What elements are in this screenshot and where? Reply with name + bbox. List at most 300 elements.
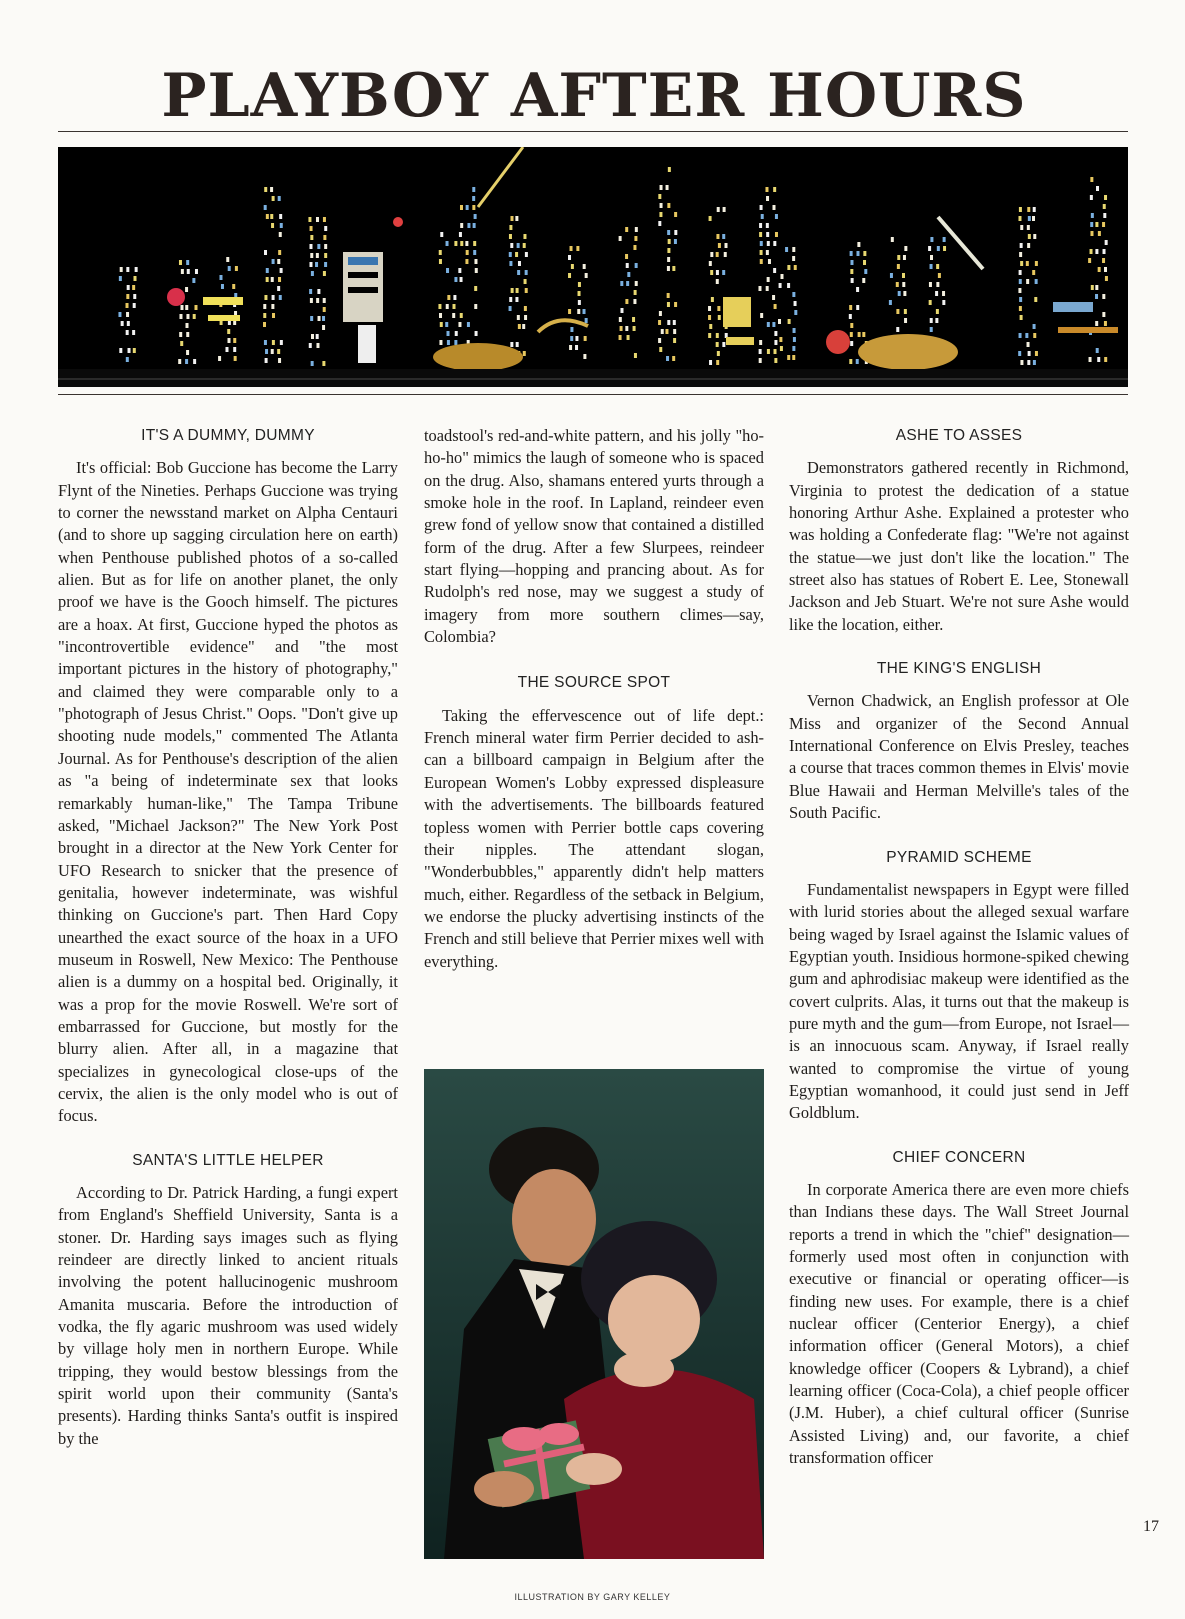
window-light xyxy=(228,266,231,271)
window-light xyxy=(278,277,281,282)
window-light xyxy=(226,257,229,262)
window-light xyxy=(473,241,476,246)
window-light xyxy=(1025,333,1028,338)
window-light xyxy=(780,274,783,279)
window-light xyxy=(510,216,513,221)
window-light xyxy=(667,248,670,253)
window-light xyxy=(718,243,721,248)
window-light xyxy=(523,351,526,356)
window-light xyxy=(667,293,670,298)
window-light xyxy=(447,340,450,345)
window-light xyxy=(318,316,321,321)
article-paragraph: In corporate America there are even more chiefs than Indians these days. The Wall Street Journal reports a trend in which the "chief" designation—formerly used most often in conjunction with executive or financial or operating officer—is finding new uses. For example, there is a chief nuclear officer (Centerior Energy), a chief information officer (General Motors), a chief knowledge officer (Coopers & Lybrand), a chief learning officer (Coca-Cola), a chief people officer (J.M. Huber), a chief cultural officer (Sunrise Assisted Living) and, our favorite, a chief transformation officer xyxy=(789,1179,1129,1468)
window-light xyxy=(1020,360,1023,365)
window-light xyxy=(896,282,899,287)
window-light xyxy=(186,314,189,319)
window-light xyxy=(787,355,790,360)
window-light xyxy=(447,295,450,300)
window-light xyxy=(862,332,865,337)
window-light xyxy=(1095,249,1098,254)
window-light xyxy=(585,273,588,278)
window-light xyxy=(570,336,573,341)
window-light xyxy=(708,306,711,311)
window-light xyxy=(193,314,196,319)
window-light xyxy=(779,337,782,342)
window-light xyxy=(711,297,714,302)
window-light xyxy=(452,313,455,318)
window-light xyxy=(794,301,797,306)
window-light xyxy=(266,268,269,273)
window-light xyxy=(856,305,859,310)
window-light xyxy=(576,246,579,251)
window-light xyxy=(774,349,777,354)
window-light xyxy=(509,261,512,266)
window-light xyxy=(446,304,449,309)
window-light xyxy=(515,216,518,221)
window-light xyxy=(1098,267,1101,272)
window-light xyxy=(635,281,638,286)
window-light xyxy=(863,260,866,265)
window-light xyxy=(1019,252,1022,257)
window-light xyxy=(1019,270,1022,275)
window-light xyxy=(635,227,638,232)
window-light xyxy=(279,232,282,237)
window-light xyxy=(634,290,637,295)
window-light xyxy=(766,250,769,255)
window-light xyxy=(862,278,865,283)
window-light xyxy=(453,295,456,300)
window-light xyxy=(568,255,571,260)
window-light xyxy=(310,253,313,258)
window-light xyxy=(308,217,311,222)
window-light xyxy=(673,329,676,334)
window-light xyxy=(767,241,770,246)
window-light xyxy=(722,234,725,239)
window-light xyxy=(1018,288,1021,293)
window-light xyxy=(453,304,456,309)
window-light xyxy=(792,256,795,261)
window-light xyxy=(1026,279,1029,284)
window-light xyxy=(1019,207,1022,212)
window-light xyxy=(850,251,853,256)
window-light xyxy=(460,241,463,246)
window-light xyxy=(232,284,235,289)
window-light xyxy=(619,317,622,322)
column-1 xyxy=(58,425,398,1450)
window-light xyxy=(277,286,280,291)
column-3 xyxy=(789,425,1129,1469)
window-light xyxy=(570,327,573,332)
window-light xyxy=(1033,324,1036,329)
window-light xyxy=(902,282,905,287)
window-light xyxy=(667,257,670,262)
window-light xyxy=(716,342,719,347)
window-light xyxy=(658,338,661,343)
window-light xyxy=(460,205,463,210)
window-light xyxy=(517,243,520,248)
window-light xyxy=(458,322,461,327)
window-light xyxy=(788,319,791,324)
window-light xyxy=(185,305,188,310)
window-light xyxy=(672,356,675,361)
window-light xyxy=(759,232,762,237)
window-light xyxy=(179,314,182,319)
window-light xyxy=(658,221,661,226)
window-light xyxy=(1097,357,1100,362)
window-light xyxy=(525,288,528,293)
section-heading: IT'S A DUMMY, DUMMY xyxy=(141,427,315,444)
window-light xyxy=(1095,285,1098,290)
window-light xyxy=(272,313,275,318)
window-light xyxy=(475,268,478,273)
window-light xyxy=(270,214,273,219)
window-light xyxy=(778,319,781,324)
window-light xyxy=(850,323,853,328)
window-light xyxy=(660,185,663,190)
window-light xyxy=(619,236,622,241)
window-light xyxy=(929,300,932,305)
window-light xyxy=(1032,270,1035,275)
window-light xyxy=(1019,306,1022,311)
banner-rule xyxy=(58,394,1128,395)
window-light xyxy=(1102,258,1105,263)
window-light xyxy=(310,226,313,231)
window-light xyxy=(891,237,894,242)
window-light xyxy=(278,196,281,201)
window-light xyxy=(1090,222,1093,227)
window-light xyxy=(317,289,320,294)
window-light xyxy=(193,359,196,364)
window-light xyxy=(1102,222,1105,227)
window-light xyxy=(627,272,630,277)
window-light xyxy=(792,346,795,351)
window-light xyxy=(186,260,189,265)
window-light xyxy=(126,357,129,362)
window-light xyxy=(272,259,275,264)
window-light xyxy=(1027,342,1030,347)
window-light xyxy=(767,349,770,354)
window-light xyxy=(280,340,283,345)
window-light xyxy=(1091,213,1094,218)
window-light xyxy=(185,323,188,328)
window-light xyxy=(583,264,586,269)
window-light xyxy=(1028,234,1031,239)
window-light xyxy=(633,326,636,331)
window-light xyxy=(774,340,777,345)
window-light xyxy=(620,326,623,331)
window-light xyxy=(625,254,628,259)
window-light xyxy=(716,252,719,257)
window-light xyxy=(928,246,931,251)
window-light xyxy=(1019,279,1022,284)
window-light xyxy=(185,287,188,292)
window-light xyxy=(659,347,662,352)
window-light xyxy=(180,341,183,346)
window-light xyxy=(625,299,628,304)
window-light xyxy=(126,312,129,317)
window-light xyxy=(626,263,629,268)
window-light xyxy=(765,187,768,192)
window-light xyxy=(455,331,458,336)
window-light xyxy=(466,250,469,255)
window-light xyxy=(272,295,275,300)
window-light xyxy=(709,360,712,365)
window-light xyxy=(272,196,275,201)
window-light xyxy=(942,291,945,296)
window-light xyxy=(323,271,326,276)
window-light xyxy=(667,266,670,271)
window-light xyxy=(515,252,518,257)
window-light xyxy=(135,267,138,272)
window-light xyxy=(585,318,588,323)
window-light xyxy=(133,303,136,308)
window-light xyxy=(667,302,670,307)
article-paragraph: Taking the effervescence out of life dept.: French mineral water firm Perrier decided to ash-can a billboard campaign in Belgium after the European Women's Lobby expressed displeasure with the advertisements. The billboards featured topless women with Perrier bottle caps covering their nipples. The attendant slogan, "Wonderbubbles," apparently didn't help matters much, either. Regardless of the setback in Belgium, we endorse the plucky advertising instincts of the French and still believe that Perrier mixes well with everything. xyxy=(424,705,764,971)
window-light xyxy=(938,273,941,278)
window-light xyxy=(178,359,181,364)
window-light xyxy=(775,232,778,237)
window-light xyxy=(127,285,130,290)
window-light xyxy=(1105,240,1108,245)
window-light xyxy=(316,343,319,348)
window-light xyxy=(849,305,852,310)
window-light xyxy=(787,283,790,288)
window-light xyxy=(181,269,184,274)
window-light xyxy=(1088,258,1091,263)
window-light xyxy=(568,273,571,278)
window-light xyxy=(716,279,719,284)
window-light xyxy=(474,286,477,291)
window-light xyxy=(233,347,236,352)
window-light xyxy=(1091,285,1094,290)
window-light xyxy=(772,322,775,327)
window-light xyxy=(1027,360,1030,365)
window-light xyxy=(897,255,900,260)
article-paragraph: It's official: Bob Guccione has become the Larry Flynt of the Nineties. Perhaps Guccione was trying to corner the newsstand market on Alpha Centauri (and to shore up sagging circulation here on earth) when Penthouse published photos of a so-called alien. But as for life on another planet, the only proof we have is the Gooch himself. The pictures are a hoax. At first, Guccione hyped the photos as "incontrovertible evidence" and "the most important pictures in the history of photography," and claimed they were comparable only to a "photograph of Jesus Christ." Oops. "Don't give up shooting nude models," commented The Atlanta Journal. As for Penthouse's description of the alien as "a being of indeterminate sex that looks remarkably human-like," The Tampa Tribune asked, "Michael Jackson?" The New York Post brought in a director at the New York Center for UFO Research to snicker that the presence of genitalia, however indeterminate, was wishful thinking on Guccione's part. Then Hard Copy unearthed the exact source of the hoax in a UFO museum in Roswell, New Mexico: The Penthouse alien is a dummy on a hospital bed. Originally, it was a prop for the movie Roswell. We're sort of embarrassed for Guccione, but mostly for the blurry alien. After all, in a magazine that specializes in gynecological close-ups of the cervix, the alien is the only model who is out of focus. xyxy=(58,458,398,1126)
window-light xyxy=(1104,321,1107,326)
window-light xyxy=(774,331,777,336)
window-light xyxy=(322,361,325,366)
window-light xyxy=(133,276,136,281)
window-light xyxy=(179,260,182,265)
window-light xyxy=(1033,360,1036,365)
window-light xyxy=(127,321,130,326)
window-light xyxy=(672,266,675,271)
window-light xyxy=(323,307,326,312)
window-light xyxy=(518,261,521,266)
window-light xyxy=(264,295,267,300)
window-light xyxy=(309,262,312,267)
window-light xyxy=(667,203,670,208)
window-light xyxy=(1103,213,1106,218)
window-light xyxy=(1027,225,1030,230)
window-light xyxy=(1095,321,1098,326)
section-heading: CHIEF CONCERN xyxy=(892,1148,1026,1166)
window-light xyxy=(667,320,670,325)
window-light xyxy=(277,259,280,264)
window-light xyxy=(270,187,273,192)
window-light xyxy=(633,299,636,304)
window-light xyxy=(1090,177,1093,182)
window-light xyxy=(1033,234,1036,239)
window-light xyxy=(472,205,475,210)
window-light xyxy=(857,242,860,247)
window-light xyxy=(1019,297,1022,302)
window-light xyxy=(759,349,762,354)
window-light xyxy=(474,259,477,264)
article-paragraph: Fundamentalist newspapers in Egypt were filled with lurid stories about the alleged sexual warfare being waged by Israel against the Islamic values of Egyptian youth. Insidious hormone-spiked chewing gum and aphrodisiac makeup were identified as the covert culprits. Alas, it turns out that the makeup is pure myth and the gum—from Europe, not Israel—is an innocuous scam. Anyway, if Israel really wanted to compromise the virtue of young Egyptian womanhood, it could just send in Jeff Goldblum. xyxy=(789,879,1129,1123)
window-light xyxy=(511,288,514,293)
window-light xyxy=(264,340,267,345)
window-light xyxy=(774,358,777,363)
window-light xyxy=(271,349,274,354)
window-light xyxy=(192,278,195,283)
window-light xyxy=(515,297,518,302)
window-light xyxy=(132,285,135,290)
window-light xyxy=(467,223,470,228)
window-light xyxy=(627,335,630,340)
window-light xyxy=(1035,261,1038,266)
window-light xyxy=(898,291,901,296)
window-light xyxy=(724,252,727,257)
window-light xyxy=(1096,348,1099,353)
window-light xyxy=(767,322,770,327)
window-light xyxy=(219,275,222,280)
window-light xyxy=(768,259,771,264)
window-light xyxy=(1104,195,1107,200)
window-light xyxy=(279,214,282,219)
window-light xyxy=(583,309,586,314)
window-light xyxy=(1096,186,1099,191)
window-light xyxy=(635,263,638,268)
window-light xyxy=(619,335,622,340)
window-light xyxy=(454,277,457,282)
section-heading: PYRAMID SCHEME xyxy=(886,848,1032,866)
window-light xyxy=(227,329,230,334)
window-light xyxy=(278,358,281,363)
window-light xyxy=(903,255,906,260)
window-light xyxy=(264,205,267,210)
window-light xyxy=(930,237,933,242)
window-light xyxy=(943,237,946,242)
window-light xyxy=(234,356,237,361)
window-light xyxy=(473,223,476,228)
window-light xyxy=(708,315,711,320)
window-light xyxy=(186,350,189,355)
window-light xyxy=(766,223,769,228)
window-light xyxy=(936,309,939,314)
window-light xyxy=(118,312,121,317)
article-paragraph: Demonstrators gathered recently in Richmond, Virginia to protest the dedication of a statue honoring Arthur Ashe. Explained a protester who was holding a Confederate flag: "We're not against the statue—we just don't like the location." The street also has statues of Robert E. Lee, Stonewall Jackson and Jeb Stuart. We're not sure Ashe would like the location, either. xyxy=(789,458,1129,634)
window-light xyxy=(523,234,526,239)
window-light xyxy=(180,305,183,310)
window-light xyxy=(186,332,189,337)
window-light xyxy=(447,331,450,336)
window-light xyxy=(1019,333,1022,338)
window-light xyxy=(525,252,528,257)
window-light xyxy=(864,269,867,274)
window-light xyxy=(767,277,770,282)
window-light xyxy=(524,279,527,284)
window-light xyxy=(760,313,763,318)
window-light xyxy=(620,281,623,286)
window-light xyxy=(1033,207,1036,212)
window-light xyxy=(666,185,669,190)
window-light xyxy=(315,262,318,267)
window-light xyxy=(459,232,462,237)
window-light xyxy=(311,361,314,366)
window-light xyxy=(509,306,512,311)
window-light xyxy=(709,216,712,221)
window-light xyxy=(785,247,788,252)
window-light xyxy=(263,313,266,318)
window-light xyxy=(658,194,661,199)
window-light xyxy=(935,291,938,296)
window-light xyxy=(850,341,853,346)
window-light xyxy=(1098,231,1101,236)
window-light xyxy=(897,264,900,269)
window-light xyxy=(1105,276,1108,281)
window-light xyxy=(710,270,713,275)
window-light xyxy=(850,260,853,265)
window-light xyxy=(311,271,314,276)
window-light xyxy=(517,315,520,320)
column-2 xyxy=(424,425,764,973)
window-light xyxy=(126,294,129,299)
window-light xyxy=(324,253,327,258)
window-light xyxy=(937,246,940,251)
window-light xyxy=(316,334,319,339)
window-light xyxy=(1104,267,1107,272)
window-light xyxy=(716,360,719,365)
window-light xyxy=(309,244,312,249)
window-light xyxy=(510,342,513,347)
window-light xyxy=(317,244,320,249)
window-light xyxy=(759,223,762,228)
window-light xyxy=(440,322,443,327)
window-light xyxy=(578,300,581,305)
window-light xyxy=(316,253,319,258)
window-light xyxy=(794,265,797,270)
window-light xyxy=(1104,357,1107,362)
window-light xyxy=(570,246,573,251)
window-light xyxy=(272,340,275,345)
section-heading: ASHE TO ASSES xyxy=(895,427,1023,444)
window-light xyxy=(773,268,776,273)
window-light xyxy=(773,241,776,246)
window-light xyxy=(773,187,776,192)
window-light xyxy=(766,196,769,201)
window-light xyxy=(674,302,677,307)
window-light xyxy=(723,207,726,212)
window-light xyxy=(930,327,933,332)
window-light xyxy=(524,306,527,311)
window-light xyxy=(440,232,443,237)
window-light xyxy=(187,269,190,274)
window-light xyxy=(518,324,521,329)
window-light xyxy=(780,346,783,351)
window-light xyxy=(661,329,664,334)
window-light xyxy=(1028,216,1031,221)
window-light xyxy=(524,315,527,320)
window-light xyxy=(668,239,671,244)
window-light xyxy=(772,295,775,300)
window-light xyxy=(633,245,636,250)
window-light xyxy=(233,338,236,343)
window-light xyxy=(896,327,899,332)
window-light xyxy=(475,331,478,336)
window-light xyxy=(179,332,182,337)
